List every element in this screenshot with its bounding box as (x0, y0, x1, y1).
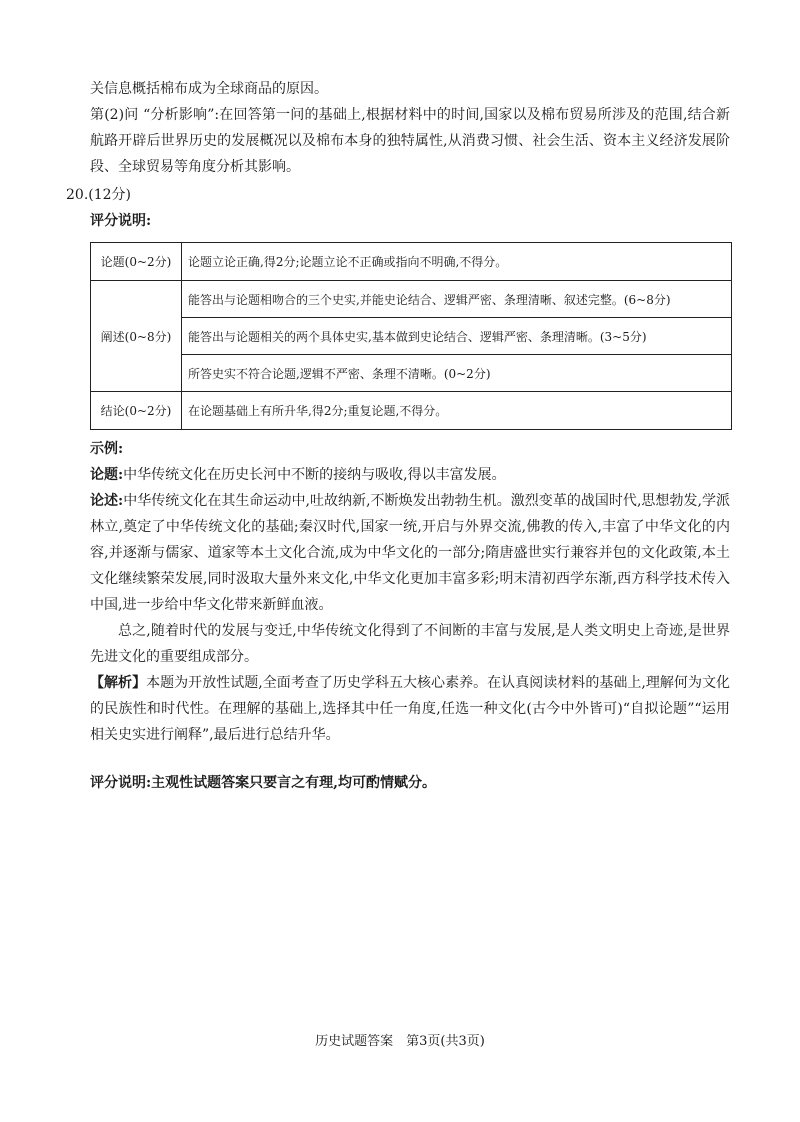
scoring-title: 评分说明: (90, 213, 152, 229)
thesis-text: 中华传统文化在历史长河中不断的接纳与吸收,得以丰富发展。 (123, 467, 506, 483)
argument-label: 论述: (90, 493, 124, 509)
table-category: 结论(0~2分) (91, 392, 182, 430)
table-row (91, 392, 732, 430)
table-row (91, 355, 732, 392)
table-criteria: 论题立论正确,得2分;论题立论不正确或指向不明确,不得分。 (182, 243, 732, 281)
table-category: 论题(0~2分) (91, 243, 182, 281)
intro-paragraph: 第(2)问 “分析影响”:在回答第一问的基础上,根据材料中的时间,国家以及棉布贸易所涉及的范围,结合新航路开辟后世界历史的发展概况以及棉布本身的独特属性,从消费习惯、社会生活、资本主义经济发展阶段、全球贸易等角度分析其影响。 (90, 107, 730, 175)
table-criteria: 所答史实不符合论题,逻辑不严密、条理不清晰。(0~2分) (182, 355, 732, 392)
thesis-paragraph (90, 462, 730, 488)
thesis-label: 论题: (90, 467, 124, 483)
table-row (91, 243, 732, 281)
analysis-paragraph (90, 670, 730, 748)
argument-paragraph (90, 488, 730, 618)
conclusion-paragraph: 总之,随着时代的发展与变迁,中华传统文化得到了不间断的丰富与发展,是人类文明史上奇迹,是世界先进文化的重要组成部分。 (90, 623, 730, 665)
page-footer: 历史试题答案 第3页(共3页) (315, 1034, 485, 1049)
scoring-table (90, 242, 732, 430)
example-title: 示例: (90, 441, 124, 457)
analysis-text: 本题为开放性试题,全面考查了历史学科五大核心素养。在认真阅读材料的基础上,理解何为文化的民族性和时代性。在理解的基础上,选择其中任一角度,任选一种文化(古今中外皆可)“自拟论题”“运用相关史实进行阐释”,最后进行总结升华。 (90, 675, 731, 743)
table-row (91, 281, 732, 318)
table-criteria: 能答出与论题相吻合的三个史实,并能史论结合、逻辑严密、条理清晰、叙述完整。(6~8分) (182, 281, 732, 318)
argument-text: 中华传统文化在其生命运动中,吐故纳新,不断焕发出勃勃生机。激烈变革的战国时代,思想勃发,学派林立,奠定了中华传统文化的基础;秦汉时代,国家一统,开启与外界交流,佛教的传入,丰富了中华文化的内容,并逐渐与儒家、道家等本土文化合流,成为中华文化的一部分;隋唐盛世实行兼容并包的文化政策,本土文化继续繁荣发展,同时汲取大量外来文化,中华文化更加丰富多彩;明末清初西学东渐,西方科学技术传入中国,进一步给中华文化带来新鲜血液。 (90, 493, 730, 613)
final-scoring-note: 评分说明:主观性试题答案只要言之有理,均可酌情赋分。 (90, 775, 437, 791)
table-criteria: 在论题基础上有所升华,得2分;重复论题,不得分。 (182, 392, 732, 430)
table-criteria: 能答出与论题相关的两个具体史实,基本做到史论结合、逻辑严密、条理清晰。(3~5分) (182, 318, 732, 355)
question-number: 20.(12分) (66, 187, 132, 203)
intro-line: 关信息概括棉布成为全球商品的原因。 (90, 81, 328, 97)
analysis-label: 【解析】 (90, 675, 147, 691)
table-row (91, 318, 732, 355)
table-category: 阐述(0~8分) (91, 281, 182, 392)
